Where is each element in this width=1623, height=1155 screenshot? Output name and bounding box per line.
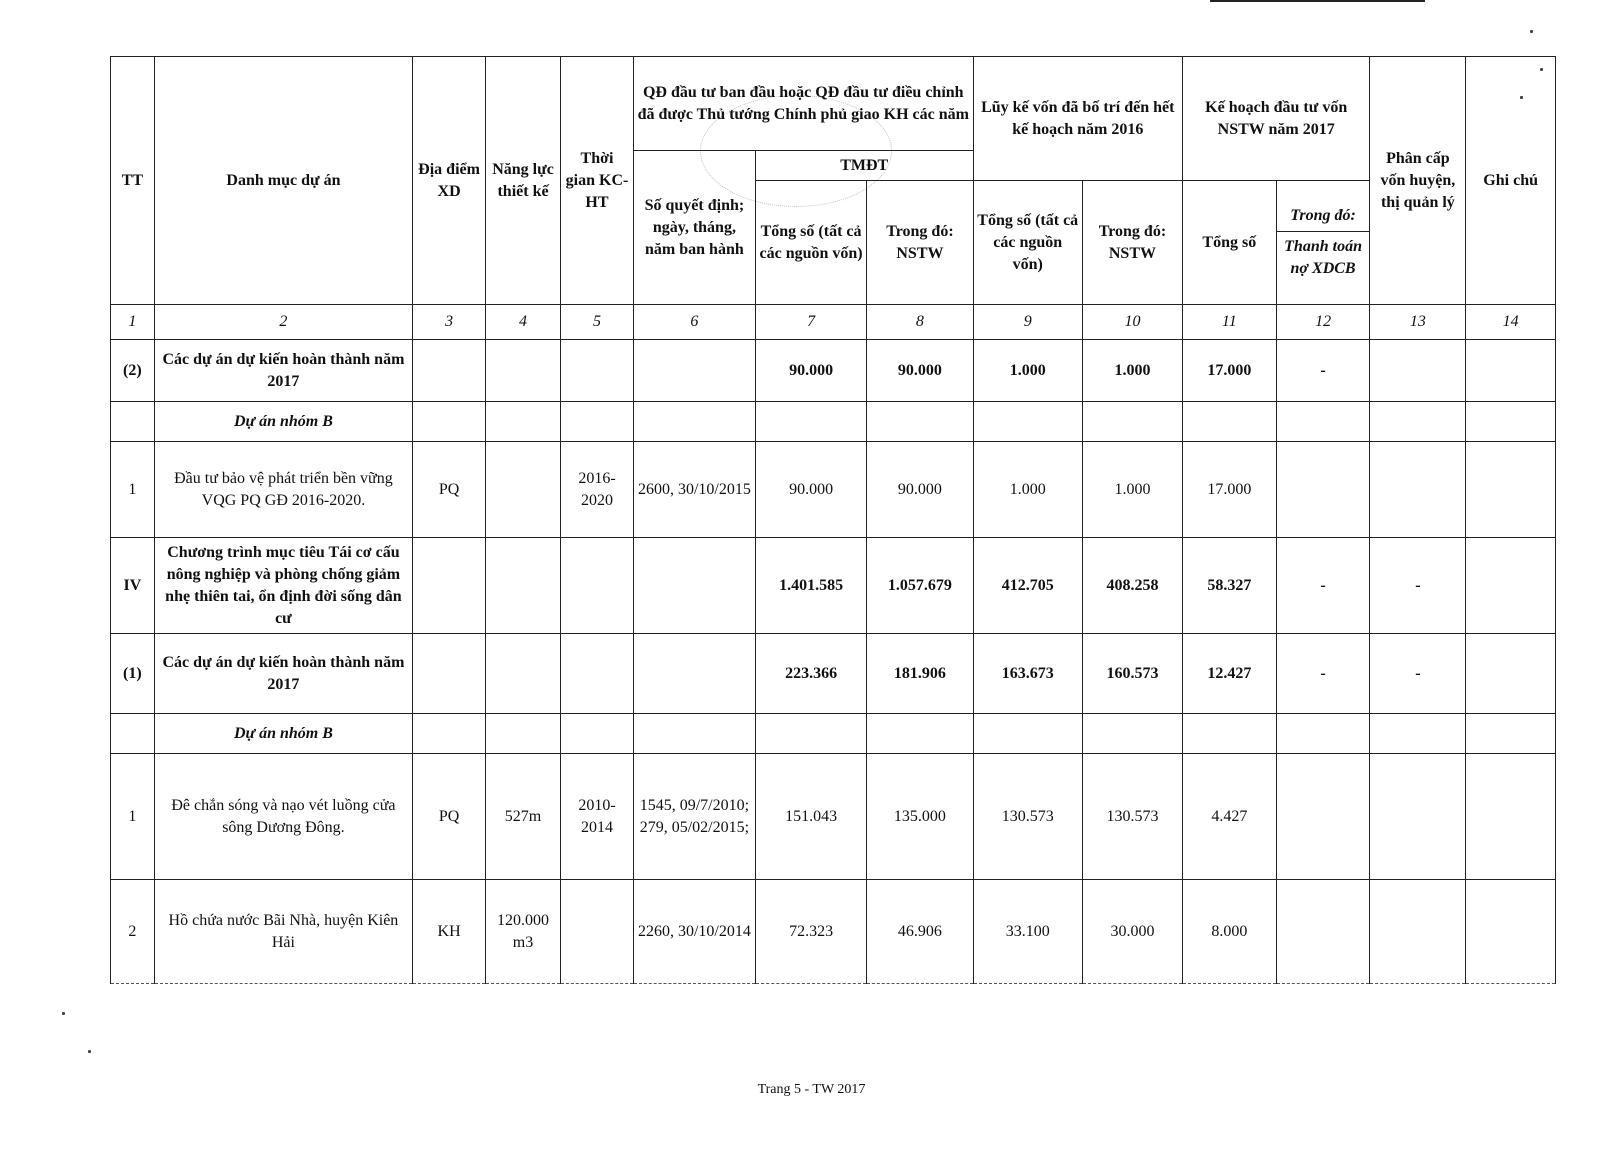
row-lk-nstw: 160.573 — [1082, 634, 1182, 714]
col-header-phan-cap: Phân cấp vốn huyện, thị quản lý — [1370, 57, 1466, 305]
row-lk-total: 33.100 — [973, 880, 1082, 984]
row-lk-nstw — [1082, 402, 1182, 442]
row-name: Các dự án dự kiến hoàn thành năm 2017 — [154, 634, 412, 714]
row-kh-debt — [1276, 754, 1370, 880]
row-location: KH — [413, 880, 486, 984]
col-header-tmdt-nstw: Trong đó: NSTW — [867, 181, 973, 305]
row-name: Dự án nhóm B — [154, 714, 412, 754]
col-header-kh-thanh-toan: Thanh toán nợ XDCB — [1284, 238, 1362, 277]
row-note — [1466, 340, 1556, 402]
row-kh-debt: - — [1276, 340, 1370, 402]
row-location — [413, 714, 486, 754]
row-name: Đê chắn sóng và nạo vét luồng cửa sông Dương Đông. — [154, 754, 412, 880]
row-tt: 1 — [111, 442, 155, 538]
row-duration — [561, 880, 634, 984]
col-header-kh-trong-do-cell — [1276, 181, 1370, 305]
row-lk-nstw: 30.000 — [1082, 880, 1182, 984]
col-header-nang-luc: Năng lực thiết kế — [486, 57, 561, 305]
column-number: 12 — [1276, 305, 1370, 340]
row-location — [413, 634, 486, 714]
col-header-ghi-chu: Ghi chú — [1466, 57, 1556, 305]
top-rule — [1210, 0, 1425, 2]
col-header-tmdt: TMĐT — [755, 151, 973, 181]
row-phan-cap: - — [1370, 634, 1466, 714]
budget-sheet — [110, 56, 1556, 984]
column-number: 10 — [1082, 305, 1182, 340]
row-tt: (2) — [111, 340, 155, 402]
page-footer: Trang 5 - TW 2017 — [757, 1082, 866, 1097]
row-capacity — [486, 442, 561, 538]
col-header-thoi-gian: Thời gian KC-HT — [561, 57, 634, 305]
row-tmdt-total: 223.366 — [755, 634, 866, 714]
col-header-kh-tong-so: Tổng số — [1182, 181, 1276, 305]
column-number-row — [111, 305, 1556, 340]
row-lk-total: 163.673 — [973, 634, 1082, 714]
row-kh-debt: - — [1276, 538, 1370, 634]
row-tt — [111, 714, 155, 754]
col-header-qd-group: QĐ đầu tư ban đầu hoặc QĐ đầu tư điều chỉnh đã được Thủ tướng Chính phủ giao KH các năm — [633, 57, 973, 151]
column-number: 6 — [633, 305, 755, 340]
row-lk-nstw: 1.000 — [1082, 340, 1182, 402]
row-lk-total: 130.573 — [973, 754, 1082, 880]
row-decision — [633, 538, 755, 634]
scan-speck — [62, 1012, 65, 1015]
row-note — [1466, 634, 1556, 714]
scan-speck — [88, 1050, 91, 1053]
row-kh-total: 58.327 — [1182, 538, 1276, 634]
col-header-kh-trong-do: Trong đó: — [1277, 201, 1370, 232]
row-name: Dự án nhóm B — [154, 402, 412, 442]
row-tmdt-total: 1.401.585 — [755, 538, 866, 634]
column-number: 3 — [413, 305, 486, 340]
row-phan-cap — [1370, 880, 1466, 984]
col-header-tmdt-tong-so: Tổng số (tất cả các nguồn vốn) — [755, 181, 866, 305]
table-body — [111, 340, 1556, 984]
row-decision: 2600, 30/10/2015 — [633, 442, 755, 538]
col-header-ke-hoach: Kế hoạch đầu tư vốn NSTW năm 2017 — [1182, 57, 1370, 181]
row-decision — [633, 634, 755, 714]
row-note — [1466, 442, 1556, 538]
row-tmdt-nstw: 1.057.679 — [867, 538, 973, 634]
row-tmdt-total: 90.000 — [755, 442, 866, 538]
row-kh-total — [1182, 402, 1276, 442]
col-header-danh-muc: Danh mục dự án — [154, 57, 412, 305]
row-kh-debt — [1276, 714, 1370, 754]
row-duration — [561, 714, 634, 754]
row-phan-cap — [1370, 714, 1466, 754]
row-tmdt-nstw — [867, 402, 973, 442]
row-tt: IV — [111, 538, 155, 634]
row-lk-total — [973, 714, 1082, 754]
row-tt: 1 — [111, 754, 155, 880]
column-number: 13 — [1370, 305, 1466, 340]
row-decision: 1545, 09/7/2010; 279, 05/02/2015; — [633, 754, 755, 880]
column-number: 1 — [111, 305, 155, 340]
column-number: 11 — [1182, 305, 1276, 340]
row-note — [1466, 714, 1556, 754]
col-header-luy-ke: Lũy kế vốn đã bố trí đến hết kế hoạch năm 2016 — [973, 57, 1182, 181]
row-decision — [633, 402, 755, 442]
row-capacity: 120.000 m3 — [486, 880, 561, 984]
column-number: 9 — [973, 305, 1082, 340]
col-header-lk-nstw: Trong đó: NSTW — [1082, 181, 1182, 305]
row-location: PQ — [413, 442, 486, 538]
row-lk-total: 1.000 — [973, 442, 1082, 538]
row-note — [1466, 402, 1556, 442]
row-capacity — [486, 714, 561, 754]
row-capacity — [486, 634, 561, 714]
row-duration: 2010-2014 — [561, 754, 634, 880]
row-tmdt-total: 90.000 — [755, 340, 866, 402]
row-capacity — [486, 402, 561, 442]
row-duration — [561, 340, 634, 402]
table-row — [111, 538, 1556, 634]
row-kh-debt — [1276, 402, 1370, 442]
row-tmdt-total — [755, 714, 866, 754]
row-name: Hồ chứa nước Bãi Nhà, huyện Kiên Hải — [154, 880, 412, 984]
row-tmdt-nstw: 90.000 — [867, 442, 973, 538]
row-kh-total: 17.000 — [1182, 340, 1276, 402]
row-kh-debt — [1276, 442, 1370, 538]
col-header-tt: TT — [111, 57, 155, 305]
table-row — [111, 754, 1556, 880]
table-row — [111, 714, 1556, 754]
row-name: Chương trình mục tiêu Tái cơ cấu nông nghiệp và phòng chống giảm nhẹ thiên tai, ổn định đời sống dân cư — [154, 538, 412, 634]
row-tt: 2 — [111, 880, 155, 984]
row-phan-cap: - — [1370, 538, 1466, 634]
row-tmdt-nstw: 181.906 — [867, 634, 973, 714]
row-tmdt-nstw: 135.000 — [867, 754, 973, 880]
row-tmdt-nstw: 90.000 — [867, 340, 973, 402]
row-location — [413, 340, 486, 402]
row-capacity: 527m — [486, 754, 561, 880]
row-kh-debt: - — [1276, 634, 1370, 714]
column-number: 7 — [755, 305, 866, 340]
row-kh-total — [1182, 714, 1276, 754]
row-kh-total: 8.000 — [1182, 880, 1276, 984]
row-lk-nstw: 408.258 — [1082, 538, 1182, 634]
row-note — [1466, 538, 1556, 634]
row-duration: 2016-2020 — [561, 442, 634, 538]
row-tmdt-total: 72.323 — [755, 880, 866, 984]
col-header-dia-diem: Địa điểm XD — [413, 57, 486, 305]
row-tmdt-nstw — [867, 714, 973, 754]
scan-speck — [1530, 30, 1533, 33]
row-location: PQ — [413, 754, 486, 880]
row-decision — [633, 340, 755, 402]
row-tmdt-nstw: 46.906 — [867, 880, 973, 984]
row-kh-total: 12.427 — [1182, 634, 1276, 714]
row-tmdt-total: 151.043 — [755, 754, 866, 880]
table-row — [111, 880, 1556, 984]
row-phan-cap — [1370, 402, 1466, 442]
table-row — [111, 634, 1556, 714]
row-name: Đầu tư bảo vệ phát triển bền vững VQG PQ GĐ 2016-2020. — [154, 442, 412, 538]
row-lk-nstw — [1082, 714, 1182, 754]
row-duration — [561, 402, 634, 442]
table-row — [111, 442, 1556, 538]
row-note — [1466, 880, 1556, 984]
row-phan-cap — [1370, 754, 1466, 880]
row-kh-total: 17.000 — [1182, 442, 1276, 538]
investment-table — [110, 56, 1556, 984]
row-lk-total: 412.705 — [973, 538, 1082, 634]
row-tmdt-total — [755, 402, 866, 442]
row-lk-nstw: 130.573 — [1082, 754, 1182, 880]
row-capacity — [486, 340, 561, 402]
row-decision — [633, 714, 755, 754]
row-duration — [561, 634, 634, 714]
row-tt: (1) — [111, 634, 155, 714]
column-number: 14 — [1466, 305, 1556, 340]
col-header-lk-tong-so: Tổng số (tất cả các nguồn vốn) — [973, 181, 1082, 305]
column-number: 5 — [561, 305, 634, 340]
row-lk-total: 1.000 — [973, 340, 1082, 402]
row-duration — [561, 538, 634, 634]
row-kh-total: 4.427 — [1182, 754, 1276, 880]
row-capacity — [486, 538, 561, 634]
row-tt — [111, 402, 155, 442]
row-location — [413, 538, 486, 634]
row-decision: 2260, 30/10/2014 — [633, 880, 755, 984]
table-row — [111, 402, 1556, 442]
row-note — [1466, 754, 1556, 880]
row-name: Các dự án dự kiến hoàn thành năm 2017 — [154, 340, 412, 402]
row-phan-cap — [1370, 442, 1466, 538]
column-number: 8 — [867, 305, 973, 340]
row-kh-debt — [1276, 880, 1370, 984]
row-phan-cap — [1370, 340, 1466, 402]
row-location — [413, 402, 486, 442]
table-row — [111, 340, 1556, 402]
row-lk-total — [973, 402, 1082, 442]
column-number: 4 — [486, 305, 561, 340]
column-number: 2 — [154, 305, 412, 340]
col-header-so-qd: Số quyết định; ngày, tháng, năm ban hành — [633, 151, 755, 305]
row-lk-nstw: 1.000 — [1082, 442, 1182, 538]
